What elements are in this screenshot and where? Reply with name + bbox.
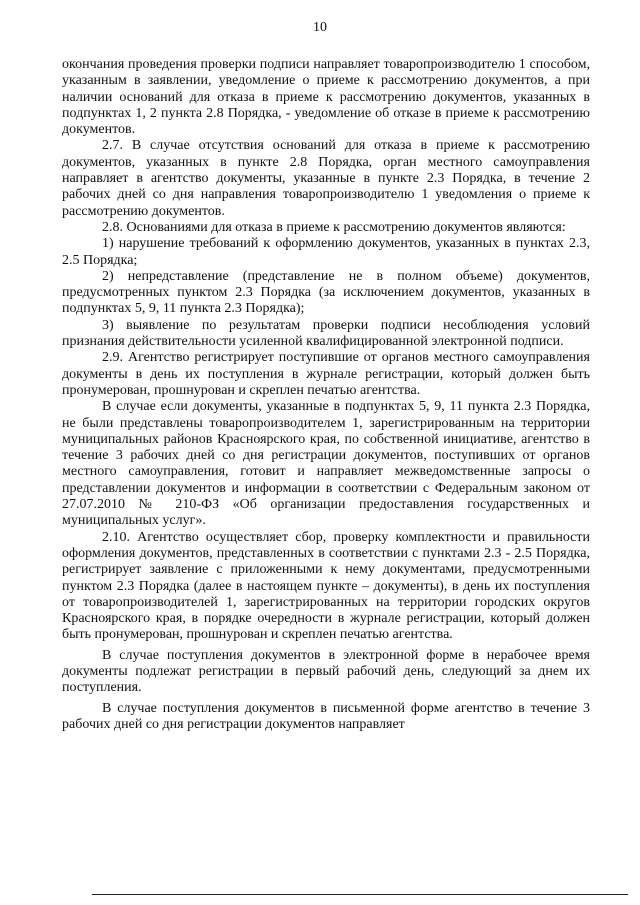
document-body: [62, 57, 590, 733]
paragraph-written-form: В случае поступления документов в письменной форме агентство в течение 3 рабочих дней со дня регистрации документов направляет: [62, 700, 590, 732]
paragraph-2-10: 2.10. Агентство осуществляет сбор, проверку комплектности и правильности оформления документов, представленных в соответствии с пунктами 2.3 - 2.5 Порядка, регистрирует заявление с приложенными к нему документами, предусмотренными пунктом 2.3 Порядка (далее в настоящем пункте – документы), в день их поступления от товаропроизводителей 1, зарегистрированных на территории городских округов Красноярского края, в порядке очередности в журнале регистрации, который должен быть пронумерован, прошнурован и скреплен печатью агентства.: [62, 529, 590, 643]
list-item-2: 2) непредставление (представление не в полном объеме) документов, предусмотренных пунктом 2.3 Порядка (за исключением документов, указанных в подпунктах 5, 9, 11 пункта 2.3 Порядка);: [62, 268, 590, 317]
list-item-1: 1) нарушение требований к оформлению документов, указанных в пунктах 2.3, 2.5 Порядка;: [62, 236, 590, 268]
scan-edge-line: [92, 894, 628, 895]
paragraph-2-8: 2.8. Основаниями для отказа в приеме к рассмотрению документов являются:: [102, 219, 566, 235]
paragraph-2-9-case: В случае если документы, указанные в подпунктах 5, 9, 11 пункта 2.3 Порядка, не были представлены товаропроизводителем 1, зарегистрированным на территории муниципальных районов Красноярского края, по собственной инициативе, агентство в течение 3 рабочих дней со дня регистрации документов, поступивших от органов местного самоуправления, готовит и направляет межведомственные запросы о представлении документов и информации в соответствии с Федеральным законом от 27.07.2010 № 210-ФЗ «Об организации предоставления государственных и муниципальных услуг».: [62, 399, 590, 529]
list-item-3: 3) выявление по результатам проверки подписи несоблюдения условий признания действительности усиленной квалифицированной электронной подписи.: [62, 317, 590, 350]
paragraph-electronic-form: В случае поступления документов в электронной форме в нерабочее время документы подлежат регистрации в первый рабочий день, следующий за днем их поступления.: [62, 647, 590, 696]
page-number: 10: [313, 20, 327, 35]
paragraph-2-9: 2.9. Агентство регистрирует поступившие от органов местного самоуправления документы в день их поступления в журнале регистрации, который должен быть пронумерован, прошнурован и скреплен печатью агентства.: [62, 350, 590, 398]
paragraph-2-7: 2.7. В случае отсутствия оснований для отказа в приеме к рассмотрению документов, указанных в пункте 2.8 Порядка, орган местного самоуправления направляет в агентство документы, указанные в пункте 2.3 Порядка, в течение 2 рабочих дней со дня направления товаропроизводителю 1 уведомления о приеме к рассмотрению документов.: [62, 138, 590, 219]
paragraph-continuation: окончания проведения проверки подписи направляет товаропроизводителю 1 способом, указанным в заявлении, уведомление о приеме к рассмотрению документов, а при наличии оснований для отказа в приеме к рассмотрению документов, указанных в подпунктах 1, 2 пункта 2.8 Порядка, - уведомление об отказе в приеме к рассмотрению документов.: [62, 57, 590, 138]
